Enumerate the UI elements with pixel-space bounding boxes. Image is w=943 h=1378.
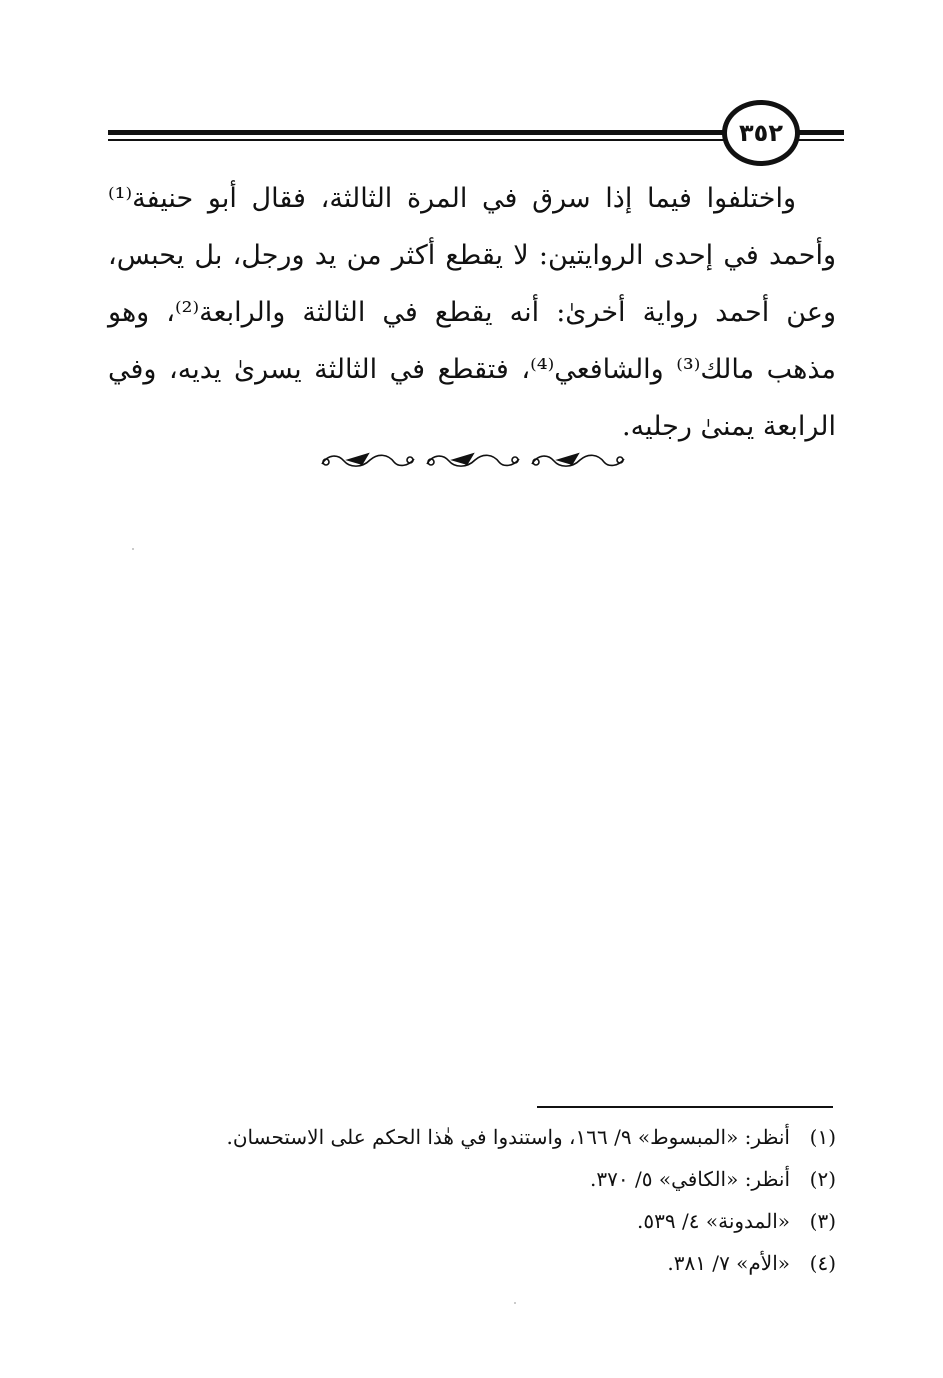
paragraph: واختلفوا فيما إذا سرق في المرة الثالثة، فقال أبو حنيفة⁽¹⁾ وأحمد في إحدى الروايتين: لا يقطع أكثر من يد ورجل، بل يحبس، وعن أحمد رواية أخرىٰ: أنه يقطع في الثالثة والرابعة⁽²⁾، وهو مذهب مالك⁽³⁾ والشافعي⁽⁴⁾، فتقطع في الثالثة يسرىٰ يديه، وفي الرابعة يمنىٰ رجليه. <box>108 183 836 442</box>
scan-speck <box>132 548 134 550</box>
ornament-unit <box>427 454 519 466</box>
footnote-separator <box>537 1106 833 1108</box>
footnote-number: (٢) <box>809 1167 836 1191</box>
footnote-text: أنظر: «المبسوط» ٩/ ١٦٦، واستندوا في هٰذا الحكم على الاستحسان. <box>226 1125 790 1149</box>
page-number: ٣٥٢ <box>739 119 783 147</box>
footnote <box>108 1158 836 1200</box>
main-text <box>108 170 836 455</box>
footnote <box>108 1116 836 1158</box>
footnote <box>108 1200 836 1242</box>
ornament-divider <box>318 448 628 474</box>
footnote-text: «المدونة» ٤/ ٥٣٩. <box>637 1209 790 1233</box>
scan-speck <box>514 1302 516 1304</box>
footnote-number: (٤) <box>809 1251 836 1275</box>
page-number-badge <box>722 100 800 166</box>
footnote-text: «الأم» ٧/ ٣٨١. <box>667 1251 790 1275</box>
ornament-unit <box>322 454 414 466</box>
footnote <box>108 1242 836 1284</box>
page-header <box>108 100 844 170</box>
header-rule <box>108 130 726 135</box>
header-rule-right-thin <box>796 139 844 141</box>
ornament-unit <box>532 454 624 466</box>
footnote-number: (٣) <box>809 1209 836 1233</box>
footnotes <box>108 1116 836 1284</box>
header-rule-right <box>796 130 844 135</box>
footnote-text: أنظر: «الكافي» ٥/ ٣٧٠. <box>590 1167 790 1191</box>
header-rule-thin <box>108 139 726 141</box>
footnote-number: (١) <box>809 1125 836 1149</box>
